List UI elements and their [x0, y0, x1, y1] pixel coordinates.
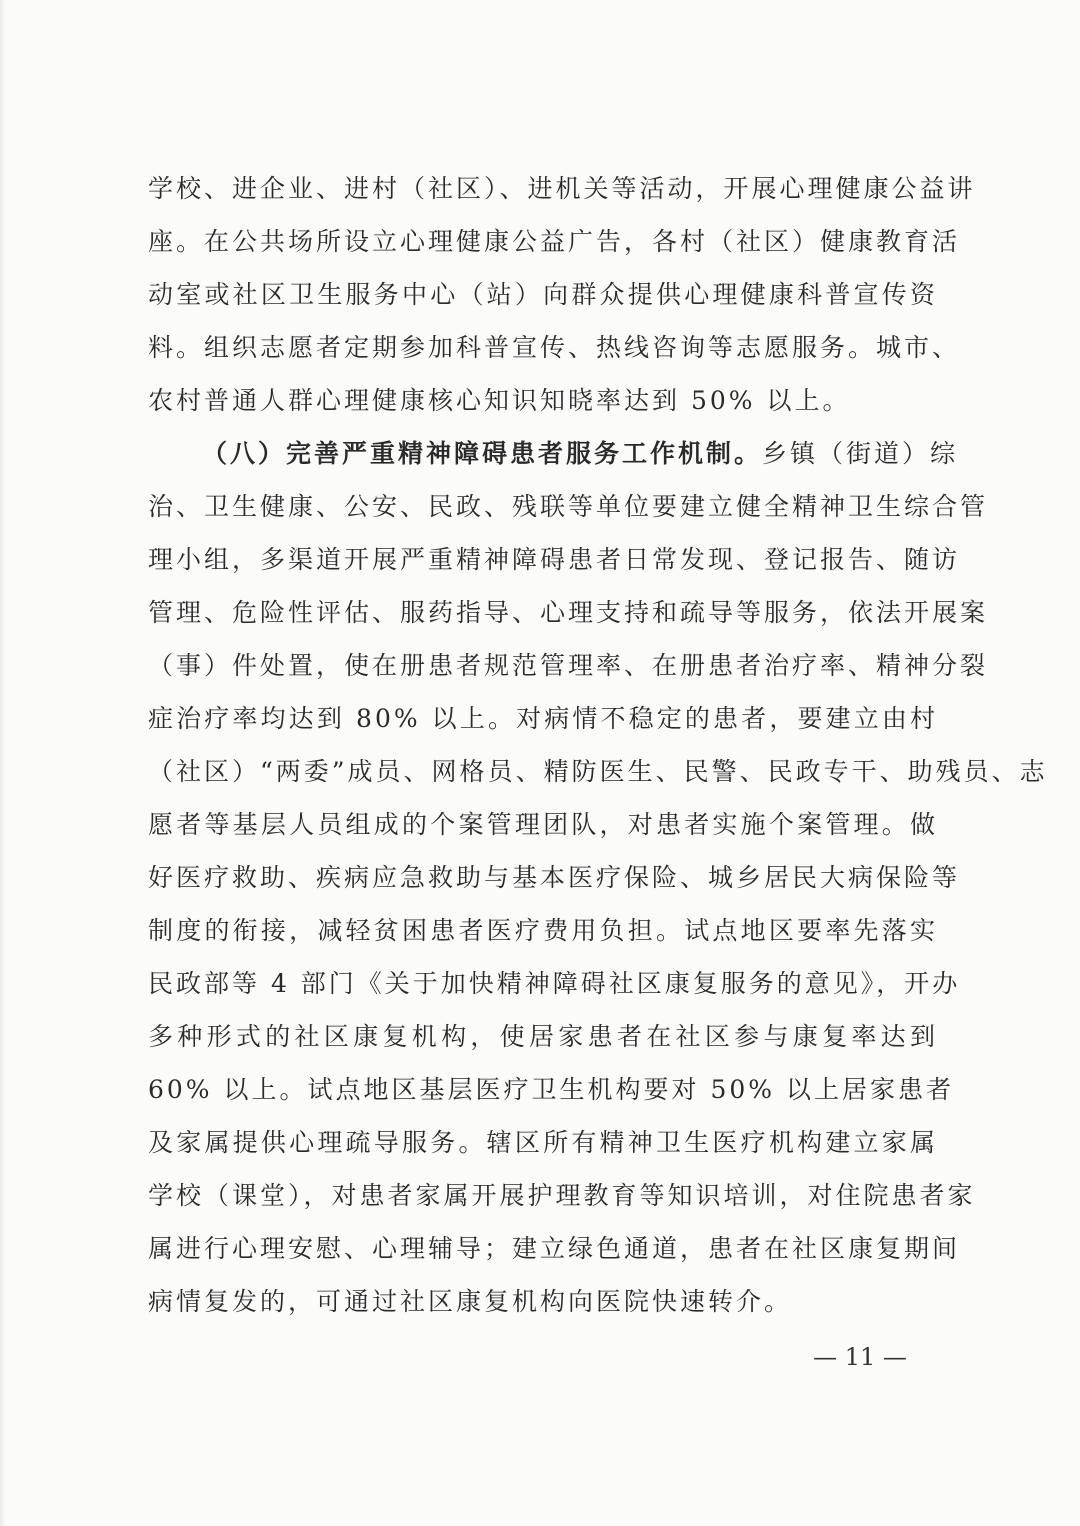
- text-line: 料。组织志愿者定期参加科普宣传、热线咨询等志愿服务。城市、: [148, 333, 961, 362]
- text-line: 症治疗率均达到 80% 以上。对病情不稳定的患者，要建立由村: [148, 704, 938, 733]
- text-line: 民政部等 4 部门《关于加快精神障碍社区康复服务的意见》，开办: [148, 969, 961, 998]
- text-line: 好医疗救助、疾病应急救助与基本医疗保险、城乡居民大病保险等: [148, 863, 961, 892]
- text-line: 理小组，多渠道开展严重精神障碍患者日常发现、登记报告、随访: [148, 545, 961, 574]
- text-line: 治、卫生健康、公安、民政、残联等单位要建立健全精神卫生综合管: [148, 492, 989, 521]
- text-line: 60% 以上。试点地区基层医疗卫生机构要对 50% 以上居家患者: [148, 1075, 954, 1104]
- scan-edge: [0, 0, 6, 1526]
- text-line: 愿者等基层人员组成的个案管理团队，对患者实施个案管理。做: [148, 810, 938, 839]
- section-8-first-line-rest: 乡镇（街道）综: [762, 439, 959, 468]
- body-text: [148, 162, 1048, 1328]
- text-line: （社区）“两委”成员、网格员、精防医生、民警、民政专干、助残员、志: [148, 757, 1048, 786]
- text-line: 病情复发的，可通过社区康复机构向医院快速转介。: [148, 1287, 793, 1316]
- text-line: 多种形式的社区康复机构，使居家患者在社区参与康复率达到: [148, 1022, 938, 1051]
- section-8-first-line: [148, 427, 959, 480]
- text-line: 学校（课堂），对患者家属开展护理教育等知识培训，对住院患者家: [148, 1181, 976, 1210]
- text-line: 座。在公共场所设立心理健康公益广告，各村（社区）健康教育活: [148, 227, 961, 256]
- text-line: 动室或社区卫生服务中心（站）向群众提供心理健康科普宣传资: [148, 280, 938, 309]
- page-number: — 11 —: [813, 1343, 907, 1371]
- text-line: 属进行心理安慰、心理辅导；建立绿色通道，患者在社区康复期间: [148, 1234, 961, 1263]
- text-line: 制度的衔接，减轻贫困患者医疗费用负担。试点地区要率先落实: [148, 916, 938, 945]
- section-8-heading: （八）完善严重精神障碍患者服务工作机制。: [202, 439, 763, 468]
- text-line: 及家属提供心理疏导服务。辖区所有精神卫生医疗机构建立家属: [148, 1128, 938, 1157]
- text-line: （事）件处置，使在册患者规范管理率、在册患者治疗率、精神分裂: [148, 651, 989, 680]
- text-line: 农村普通人群心理健康核心知识知晓率达到 50% 以上。: [148, 386, 851, 415]
- text-line: 学校、进企业、进村（社区）、进机关等活动，开展心理健康公益讲: [148, 174, 976, 203]
- text-line: 管理、危险性评估、服药指导、心理支持和疏导等服务，依法开展案: [148, 598, 989, 627]
